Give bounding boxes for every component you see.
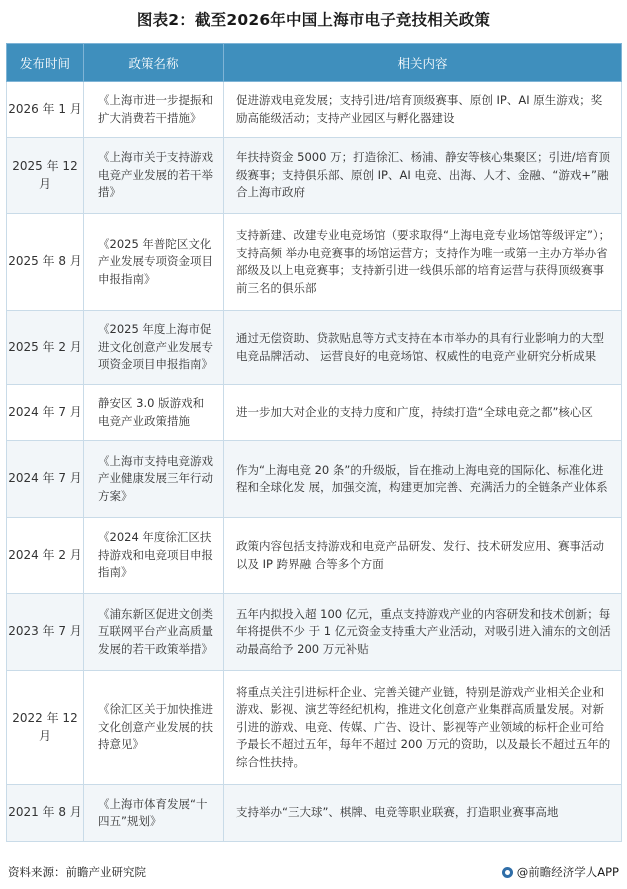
source-note: 资料来源：前瞻产业研究院 [8,865,146,879]
table-row [7,671,622,785]
row-policy: 《上海市支持电竞游戏产业健康发展三年行动方案》 [84,441,224,518]
row-policy: 《2024 年度徐汇区扶持游戏和电竞项目申报指南》 [84,518,224,594]
row-date: 2025 年 2 月 [7,311,84,385]
row-policy: 静安区 3.0 版游戏和电竞产业政策措施 [84,385,224,441]
brand-label: @前瞻经济学人APP [516,865,619,879]
row-content: 五年内拟投入超 100 亿元，重点支持游戏产业的内容研发和技术创新；每年将提供不少 于 1 亿元资金支持重大产业活动，对吸引进入浦东的文创活动最高给予 200 万元补贴 [224,594,622,671]
row-content: 作为“上海电竞 20 条”的升级版，旨在推动上海电竞的国际化、标准化进程和全球化发 展，加强交流，构建更加完善、充满活力的全链条产业体系 [224,441,622,518]
table-row [7,518,622,594]
policy-table [6,43,622,842]
row-content: 政策内容包括支持游戏和电竞产品研发、发行、技术研发应用、赛事活动以及 IP 跨界融 合等多个方面 [224,518,622,594]
row-policy: 《上海市体育发展“十四五”规划》 [84,785,224,842]
row-policy: 《浦东新区促进文创类互联网平台产业高质量发展的若干政策举措》 [84,594,224,671]
table-row [7,441,622,518]
row-content: 进一步加大对企业的支持力度和广度，持续打造“全球电竞之都”核心区 [224,385,622,441]
table-row [7,785,622,842]
row-date: 2023 年 7 月 [7,594,84,671]
row-policy: 《2025 年度上海市促进文化创意产业发展专项资金项目申报指南》 [84,311,224,385]
row-policy: 《上海市进一步提振和扩大消费若干措施》 [84,82,224,138]
row-date: 2024 年 7 月 [7,385,84,441]
row-policy: 《2025 年普陀区文化产业发展专项资金项目申报指南》 [84,214,224,311]
header-policy: 政策名称 [84,44,224,82]
row-policy: 《上海市关于支持游戏电竞产业发展的若干举措》 [84,138,224,214]
table-header-row [7,44,622,82]
row-content: 促进游戏电竞发展；支持引进/培育顶级赛事、原创 IP、AI 原生游戏；奖励高能级活动；支持产业园区与孵化器建设 [224,82,622,138]
row-content: 通过无偿资助、贷款贴息等方式支持在本市举办的具有行业影响力的大型电竞品牌活动、 运营良好的电竞场馆、权威性的电竞产业研究分析成果 [224,311,622,385]
row-content: 支持举办“三大球”、棋牌、电竞等职业联赛，打造职业赛事高地 [224,785,622,842]
row-date: 2022 年 12 月 [7,671,84,785]
qianzhan-logo-icon [502,867,513,878]
row-date: 2025 年 8 月 [7,214,84,311]
table-row [7,138,622,214]
row-content: 将重点关注引进标杆企业、完善关键产业链，特别是游戏产业相关企业和游戏、影视、演艺等经纪机构，推进文化创意产业集群高质量发展。对新引进的游戏、电竞、传媒、广告、设计、影视等产业领域的标杆企业可给予最长不超过五年，每年不超过 200 万元的资助，以及最长不超过五年的综合性扶持。 [224,671,622,785]
row-date: 2024 年 2 月 [7,518,84,594]
row-date: 2026 年 1 月 [7,82,84,138]
table-row [7,594,622,671]
brand-credit [502,864,619,880]
header-content: 相关内容 [224,44,622,82]
row-date: 2025 年 12 月 [7,138,84,214]
chart-title: 图表2：截至2026年中国上海市电子竞技相关政策 [136,11,491,29]
header-date: 发布时间 [7,44,84,82]
table-row [7,385,622,441]
table-row [7,311,622,385]
table-row [7,82,622,138]
row-date: 2021 年 8 月 [7,785,84,842]
row-date: 2024 年 7 月 [7,441,84,518]
row-policy: 《徐汇区关于加快推进文化创意产业发展的扶持意见》 [84,671,224,785]
row-content: 支持新建、改建专业电竞场馆（要求取得“上海电竞专业场馆等级评定”）；支持高频 举办电竞赛事的场馆运营方；支持作为唯一或第一主办方举办省部级及以上电竞赛事；支持新引进一线俱乐部的培育运营与获得顶级赛事前三名的俱乐部 [224,214,622,311]
table-row [7,214,622,311]
row-content: 年扶持资金 5000 万；打造徐汇、杨浦、静安等核心集聚区；引进/培育顶级赛事；支持俱乐部、原创 IP、AI 电竞、出海、人才、金融、“游戏+”融合上海市政府 [224,138,622,214]
